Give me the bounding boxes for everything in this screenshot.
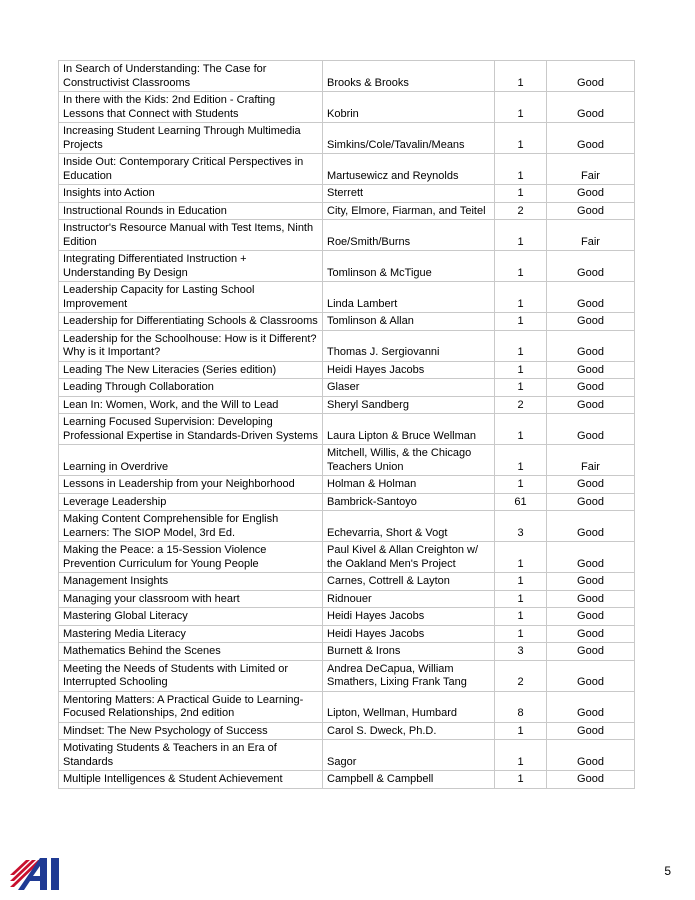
author-cell: Holman & Holman <box>323 476 495 494</box>
table-row <box>59 185 635 203</box>
condition-cell: Good <box>547 92 635 123</box>
quantity-cell: 1 <box>495 722 547 740</box>
table-row <box>59 573 635 591</box>
quantity-cell: 1 <box>495 542 547 573</box>
condition-cell: Good <box>547 608 635 626</box>
title-cell: Making Content Comprehensible for English Learners: The SIOP Model, 3rd Ed. <box>59 511 323 542</box>
title-cell: Integrating Differentiated Instruction + Understanding By Design <box>59 251 323 282</box>
condition-cell: Good <box>547 396 635 414</box>
condition-cell: Good <box>547 625 635 643</box>
table-row <box>59 92 635 123</box>
author-cell: Lipton, Wellman, Humbard <box>323 691 495 722</box>
condition-cell: Fair <box>547 445 635 476</box>
quantity-cell: 3 <box>495 643 547 661</box>
quantity-cell: 1 <box>495 282 547 313</box>
author-cell: Bambrick-Santoyo <box>323 493 495 511</box>
page-number: 5 <box>664 864 671 878</box>
table-row <box>59 608 635 626</box>
table-row <box>59 154 635 185</box>
author-cell: Linda Lambert <box>323 282 495 313</box>
quantity-cell: 1 <box>495 123 547 154</box>
quantity-cell: 1 <box>495 590 547 608</box>
quantity-cell: 1 <box>495 771 547 789</box>
quantity-cell: 3 <box>495 511 547 542</box>
quantity-cell: 1 <box>495 313 547 331</box>
quantity-cell: 1 <box>495 330 547 361</box>
author-cell: Martusewicz and Reynolds <box>323 154 495 185</box>
author-cell: Roe/Smith/Burns <box>323 220 495 251</box>
title-cell: Management Insights <box>59 573 323 591</box>
title-cell: Managing your classroom with heart <box>59 590 323 608</box>
condition-cell: Good <box>547 740 635 771</box>
quantity-cell: 1 <box>495 185 547 203</box>
author-cell: Burnett & Irons <box>323 643 495 661</box>
quantity-cell: 1 <box>495 61 547 92</box>
condition-cell: Good <box>547 511 635 542</box>
table-row <box>59 660 635 691</box>
author-cell: Echevarria, Short & Vogt <box>323 511 495 542</box>
condition-cell: Good <box>547 660 635 691</box>
quantity-cell: 1 <box>495 92 547 123</box>
quantity-cell: 1 <box>495 414 547 445</box>
author-cell: Sheryl Sandberg <box>323 396 495 414</box>
condition-cell: Good <box>547 330 635 361</box>
title-cell: Making the Peace: a 15-Session Violence Prevention Curriculum for Young People <box>59 542 323 573</box>
condition-cell: Good <box>547 361 635 379</box>
quantity-cell: 1 <box>495 361 547 379</box>
table-row <box>59 445 635 476</box>
table-row <box>59 313 635 331</box>
title-cell: Instructional Rounds in Education <box>59 202 323 220</box>
title-cell: Leading Through Collaboration <box>59 379 323 397</box>
condition-cell: Good <box>547 313 635 331</box>
ai-logo-icon <box>10 856 62 892</box>
table-row <box>59 722 635 740</box>
title-cell: Mastering Media Literacy <box>59 625 323 643</box>
condition-cell: Good <box>547 691 635 722</box>
title-cell: Lean In: Women, Work, and the Will to Lead <box>59 396 323 414</box>
quantity-cell: 1 <box>495 476 547 494</box>
quantity-cell: 1 <box>495 154 547 185</box>
author-cell: Andrea DeCapua, William Smathers, Lixing Frank Tang <box>323 660 495 691</box>
table-row <box>59 330 635 361</box>
condition-cell: Good <box>547 379 635 397</box>
condition-cell: Good <box>547 590 635 608</box>
quantity-cell: 1 <box>495 445 547 476</box>
table-row <box>59 625 635 643</box>
table-row <box>59 379 635 397</box>
quantity-cell: 2 <box>495 660 547 691</box>
table-row <box>59 590 635 608</box>
author-cell: Campbell & Campbell <box>323 771 495 789</box>
title-cell: Leadership for the Schoolhouse: How is it Different? Why is it Important? <box>59 330 323 361</box>
author-cell: Heidi Hayes Jacobs <box>323 361 495 379</box>
author-cell: Brooks & Brooks <box>323 61 495 92</box>
condition-cell: Good <box>547 722 635 740</box>
author-cell: Tomlinson & Allan <box>323 313 495 331</box>
condition-cell: Good <box>547 282 635 313</box>
quantity-cell: 1 <box>495 573 547 591</box>
author-cell: Thomas J. Sergiovanni <box>323 330 495 361</box>
quantity-cell: 1 <box>495 608 547 626</box>
table-row <box>59 361 635 379</box>
title-cell: Inside Out: Contemporary Critical Perspectives in Education <box>59 154 323 185</box>
table-row <box>59 643 635 661</box>
title-cell: Leverage Leadership <box>59 493 323 511</box>
quantity-cell: 1 <box>495 379 547 397</box>
quantity-cell: 2 <box>495 396 547 414</box>
title-cell: Motivating Students & Teachers in an Era of Standards <box>59 740 323 771</box>
table-row <box>59 123 635 154</box>
table-row <box>59 61 635 92</box>
author-cell: Mitchell, Willis, & the Chicago Teachers Union <box>323 445 495 476</box>
condition-cell: Good <box>547 573 635 591</box>
author-cell: Glaser <box>323 379 495 397</box>
table-row <box>59 493 635 511</box>
table-row <box>59 740 635 771</box>
author-cell: Sterrett <box>323 185 495 203</box>
title-cell: In there with the Kids: 2nd Edition - Crafting Lessons that Connect with Students <box>59 92 323 123</box>
condition-cell: Good <box>547 123 635 154</box>
author-cell: Laura Lipton & Bruce Wellman <box>323 414 495 445</box>
table-row <box>59 771 635 789</box>
condition-cell: Fair <box>547 220 635 251</box>
table-row <box>59 414 635 445</box>
title-cell: Mastering Global Literacy <box>59 608 323 626</box>
title-cell: Mindset: The New Psychology of Success <box>59 722 323 740</box>
condition-cell: Good <box>547 476 635 494</box>
condition-cell: Good <box>547 771 635 789</box>
table-row <box>59 396 635 414</box>
condition-cell: Fair <box>547 154 635 185</box>
title-cell: Leading The New Literacies (Series edition) <box>59 361 323 379</box>
author-cell: City, Elmore, Fiarman, and Teitel <box>323 202 495 220</box>
quantity-cell: 61 <box>495 493 547 511</box>
author-cell: Carol S. Dweck, Ph.D. <box>323 722 495 740</box>
inventory-table <box>58 60 635 789</box>
table-row <box>59 282 635 313</box>
title-cell: In Search of Understanding: The Case for Constructivist Classrooms <box>59 61 323 92</box>
quantity-cell: 1 <box>495 251 547 282</box>
title-cell: Lessons in Leadership from your Neighborhood <box>59 476 323 494</box>
condition-cell: Good <box>547 493 635 511</box>
table-row <box>59 511 635 542</box>
author-cell: Ridnouer <box>323 590 495 608</box>
condition-cell: Good <box>547 251 635 282</box>
author-cell: Paul Kivel & Allan Creighton w/ the Oakland Men's Project <box>323 542 495 573</box>
table-row <box>59 202 635 220</box>
title-cell: Mentoring Matters: A Practical Guide to Learning-Focused Relationships, 2nd edition <box>59 691 323 722</box>
table-row <box>59 691 635 722</box>
condition-cell: Good <box>547 542 635 573</box>
quantity-cell: 1 <box>495 625 547 643</box>
author-cell: Simkins/Cole/Tavalin/Means <box>323 123 495 154</box>
author-cell: Heidi Hayes Jacobs <box>323 625 495 643</box>
quantity-cell: 1 <box>495 220 547 251</box>
author-cell: Carnes, Cottrell & Layton <box>323 573 495 591</box>
author-cell: Kobrin <box>323 92 495 123</box>
author-cell: Sagor <box>323 740 495 771</box>
title-cell: Leadership Capacity for Lasting School Improvement <box>59 282 323 313</box>
title-cell: Instructor's Resource Manual with Test Items, Ninth Edition <box>59 220 323 251</box>
title-cell: Learning in Overdrive <box>59 445 323 476</box>
condition-cell: Good <box>547 643 635 661</box>
table-row <box>59 251 635 282</box>
condition-cell: Good <box>547 414 635 445</box>
table-row <box>59 220 635 251</box>
table-row <box>59 476 635 494</box>
title-cell: Increasing Student Learning Through Multimedia Projects <box>59 123 323 154</box>
author-cell: Tomlinson & McTigue <box>323 251 495 282</box>
title-cell: Learning Focused Supervision: Developing Professional Expertise in Standards-Driven Systems <box>59 414 323 445</box>
author-cell: Heidi Hayes Jacobs <box>323 608 495 626</box>
quantity-cell: 1 <box>495 740 547 771</box>
quantity-cell: 2 <box>495 202 547 220</box>
title-cell: Meeting the Needs of Students with Limited or Interrupted Schooling <box>59 660 323 691</box>
title-cell: Insights into Action <box>59 185 323 203</box>
title-cell: Multiple Intelligences & Student Achievement <box>59 771 323 789</box>
quantity-cell: 8 <box>495 691 547 722</box>
condition-cell: Good <box>547 185 635 203</box>
condition-cell: Good <box>547 61 635 92</box>
table-row <box>59 542 635 573</box>
title-cell: Leadership for Differentiating Schools & Classrooms <box>59 313 323 331</box>
title-cell: Mathematics Behind the Scenes <box>59 643 323 661</box>
condition-cell: Good <box>547 202 635 220</box>
